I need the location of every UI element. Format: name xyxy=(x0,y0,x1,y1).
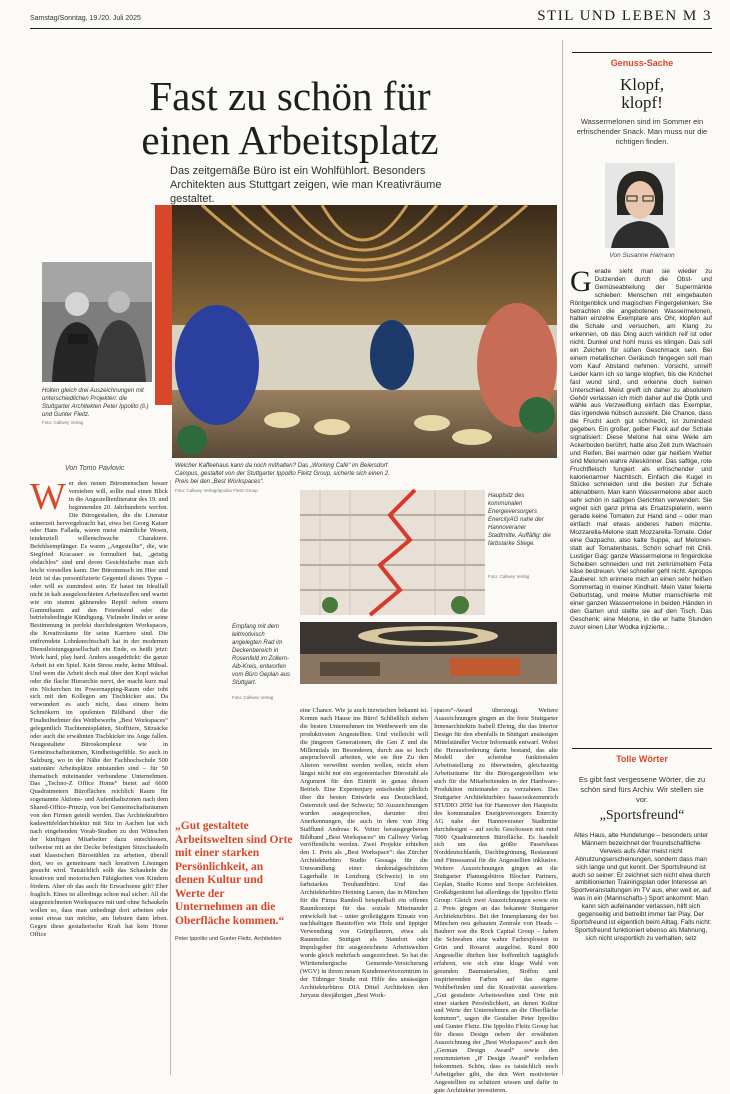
pull-quote-block xyxy=(175,820,293,943)
architects-portrait xyxy=(42,262,152,382)
author-photo xyxy=(605,163,675,248)
portrait-credit: Foto: Callwey Verlag xyxy=(42,420,84,425)
sidebar-body-text: erade sieht man sie wieder zu Dutzenden durch die Obst- und Gemüseabteilung der Supermärkte schieben: Menschen mit eingebauten Röntgenblick und magischen Fingergelenken. Sie betrachten die angebotenen Wassermelonen, halten einzelne Exemplare ans Ohr, klopfen auf die Schale und versuchen, am Klang zu erkennen, ob das Ding auch wirklich reif ist oder nicht. Dunkel und hohl muss es klingen. Das soll ein Zeichen für süßen Geschmack sein. Bei einem metallischen Geräusch hingegen soll man vom Kauf Abstand nehmen. Vorsicht, unreif! Leider kann ich so lange klopfen, bis die Knöchel fast wund sind, und erkenne doch keinen Unterschied. Meist greift ich daher zu absolutem Gehör verlassen ich mich daher auf die Optik und wähle aus Verzweiflung einfach das Exemplar, das irgendwie hübsch aussieht. Die Chance, dass die Frucht auch gut schmeckt, ist zumindest gegeben. Ein großer, gelber Fleck auf der Schale signalisiert: Diese Melone hat eine Weile am Ackerboden berührt, hatte also Zeit zum Wachsen und Reifen. Bei warmen oder gar heißem Wetter sind Melonen wahre Alleskönner. Das saftige, rote Fruchtfleisch fungiert als erfrischender und kalorienarmer Nachtisch. Einfach die Kugel in Stücke schneiden und die besten zur Schale abknabbern. Man kann Wassermelone aber auch sehr schön in salzigen Gerichten verwenden. Sie eignet sich ganz prima als Ersatzspielerin, wenn gerade keine Tomaten zur Hand sind – oder man einfach mal etwas anderes haben möchte. Mozzarella-Melone statt Mozzarella-Tomate. Oder eine Gazpacho, also kalte Suppe, auf Melonen- statt auf Tomatenbasis. Schön scharf mit Chili. Lustiger Gag: ganze Wassermelone in fingerdicke Scheiben schneiden und mit zerkrümeltem Feta käse bestreuen. Viel schneller geht nicht. Apropos Zauberei: Ich erinnere mich an einen sehr heißen Sommertag in meiner Kindheit. Mein Vater feierte Geburtstag, und meine Mutter manschierte mit einer ganzen Wassermelone in beiden Händen in den Garten und stellte sie auf den Tisch. Das Geschenk: eine Melone, in die er hatte Stunden zuvor einen Liter Wodka injizierte... xyxy=(570,268,712,631)
geplan-lobby-photo xyxy=(300,622,557,684)
sidebar-divider xyxy=(562,40,563,1075)
sidebar-body xyxy=(570,265,712,740)
lobby-credit: Foto: Callwey Verlag xyxy=(232,695,274,700)
tolle-body: Altes Haus, alte Hundelunge – besonders unter Männern bezeichnet der freundschaftliche Verweis aufs Alter meist nicht Abnutzungserscheinungen, sondern dass man sich lange und gut kennt. Der Sportsfreund ist auch so seiner: Er zeichnet sich nicht etwa durch ambitionierten Trainingsplan oder Interesse an Sportveranstaltungen im TV aus, eher weit er, auf was in ein (Mannschafts-) Sport ankommt: Man kann sich aufeinander verlassen, hilft sich gegenseitig und betreibt immer fair Play. Der Sportsfreund ist eigentlich beim Alltag. Falls nicht: Sportsfreund funktioniert ebenso als Mahnung, sich nicht unsportlich zu verhalten, setz xyxy=(570,832,712,942)
sidebar-dropcap: G xyxy=(570,265,592,298)
issue-date: Samstag/Sonntag, 19./20. Juli 2025 xyxy=(30,15,141,22)
lobby-caption: Empfang mit dem leitmotivisch angelegten Rad im Deckenbereich in Rosenfeld im Zollern-Alb-Kreis, entworfen vom Büro Geplan aus Stuttgart. xyxy=(232,624,291,686)
main-photo-credit: Foto: Callwey Verlag/Ippolito Fleitz Group xyxy=(175,488,258,493)
pull-quote-author: Peter Ippolito und Gunter Fleitz, Architekten xyxy=(175,936,282,942)
pull-quote: „Gut gestaltete Arbeitswelten sind Orte mit einer starken Persönlichkeit, an denen Kultur und Werte der Unternehmen an die Oberfläche kommen.“ xyxy=(175,820,293,927)
sidebar-author: Von Susanne Hamann xyxy=(609,252,675,259)
headline-line-1: Fast zu schön für xyxy=(149,73,431,119)
main-photo-caption: Welcher Kaffeehaus kann da noch mithalten? Das „Working Café“ im Beiersdorf Campus, gestaltet von der Stuttgarter Ippolito Fleitz Group, sicherte sich einen 2. Preis bei den „Best Workspaces“. xyxy=(175,463,390,485)
enercity-atrium-photo xyxy=(300,490,485,615)
column-divider xyxy=(170,480,171,1075)
header-rule xyxy=(30,28,712,29)
sidebar-title-line-2: klopf! xyxy=(621,93,663,112)
sidebar-title xyxy=(570,76,714,112)
article-subtitle: Das zeitgemäße Büro ist ein Wohlfühlort. Besonders Architekten aus Stuttgart zeigen, wie man Kreativräume gestaltet. xyxy=(170,165,442,205)
atrium-credit: Foto: Callwey Verlag xyxy=(488,574,530,579)
tolle-word: „Sportsfreund“ xyxy=(599,808,685,823)
column-1-text: er den neuen Büromenschen besser verstehen will, sollte mal einen Blick in die Angestelltenliteratur des 19. und beginnenden 20. Jahrhunderts werfen. Die Bürogestalten, die die Literatur seinerzeit hervorgebracht hat, etwa bei Georg Kaiser oder Hans Fallada, waren meist männliche Wesen, tendenziell willenschwache Charaktere. Befehlsempfänger. Es waren „Angestellte“, die, wie Siegfried Kracauer es formuliert hat, „geistig obdachlos“ sind und deren Gesichtsfarbe man sich leicht vorstellen kann. Der Büromensch im Hier und Jetzt ist das personifizierte Gegenteil dieses Typus – oder will es zumindest sein. Er haust im Idealfall nicht in kalt ausgeleuchteten Arbeitszellen und wartet wie ein stumm gähnendes Reptil neben einem Gummibaum auf den Feierabend oder die betriebsbedingte Kündigung. Vielmehr findet er seine Bestimmung in perfekt durchdesignten Workspaces, die Kreativräume für seine Karriere sind. Die entfremdete Lohnknechtschaft hat in der modernen Dienstleistungsgesellschaft ein Ende, es heißt jetzt: Work hard, play hard. Anders ausgedrückt: die ganze Arbeit ist ein Spiel. Kein Stress mehr, keine Mühsal. Und wem die Arbeit doch mal über den Kopf wächst oder die flache Hierarchie nervt, der macht kurz mal ein Nickerchen im Powernapping-Raum oder tobt sich mit den Kollegen am Tischkicker aus. Da verwundert es auch nicht, dass einem beim Schmökern im opulenten Bildband über die Finalteilnehmer des Wettbewerbs „Best Workspaces“ gelegentlich Tischtennisplatten, Stofftiere, Sitzsäcke oder auch die erwähnten Tischkicker ins Auge fallen. Neugestaltete Büroskomplexe wie in Gemeinschaftsräumen, Kindheitsgefühle. So auch in Salzburg, wo in der Nähe der Fachhochschule 500 stationäre Arbeitsplätze entstanden sind – für 50 thematisch miteinander verbundene Unternehmen. Das „Techno-Z Office Home“ bietet auf 6600 Quadratmetern Büroflächen reichlich Raum für sogenannte Aktions- und Aufenthaltszonen nach dem Shared-Office-Prinzip, von bei Gemeinschaftsräumen von den Firmen geteilt werden. Das Architekturbüro kadawittfeldarchitektur mit Sitz in Aachen hat sich nach eingehenden Vorab-Studien zu den Wünschen der künftigen Mitarbeiter dazu entschlossen, teilweise mit an der Decke befestigten Sitzschaukeln statt klassischen Bürostühlen zu arbeiten, überall dort, wo es gemeinsam nach kreativen Lösungen gesucht wird. Tatsächlich sollt das Schaukeln die kreativen und motorischen Fähigkeiten von Kindern fördern. Aber ob das auch für Erwachsene gilt? Eher fraglich. Eines ist allerdings schon mal sicher: All die ausgezeichneten Workspaces mit und ohne Schaukeln wollen so, dass man unbedingt dort arbeiten oder sonst etwas tun möchte, am liebsten dann leben. Gegen diese gestalterische Kraft hat kein Home Office xyxy=(30,480,168,938)
headline-line-2: einen Arbeitsplatz xyxy=(141,117,439,163)
column-3-text: spaces“-Award überzeugt. Weitere Auszeichnungen gingen an die freie Stuttgarter Innenarchitektin Isabell Ehring, die das Interior Design für den ebenfalls in Stuttgart ansässigen Mittelständler Vector Informatik entwarf. Wobei die Herausforderung darin bestand, das alte Modell der scheinbar funktionalen Arbeitsstellung zu überwinden, gleichzeitig Arbeitsräume für die Bürogangestellten wie auch für die Mitarbeitenden in der Hardware-Produktion miteinander zu verzahnen. Das Stuttgarter Architekturbüro haascookzemmrich STUDIO 2050 hat für Hannover den Hauptsitz des kommunalen Energieversorgers Enercity AG nahe der Hannoveraner Stadtmitte durchdesignt – auf sechs Geschossen mit rund 7000 Quadratmetern Bürofläche. Es handelt sich um das größte Passivhaus Norddeutschlands, Dachbegrünung, Restaurant und Fitnessareal für die Angestellten inklusive. Weitere Auszeichnungen gingen an die Stuttgarter Planungsbüros Blocher Partners, Geplan, Studio Komo und Scope Architekten. Großabgeräumt hat allerdings die Ippolito Fleitz Group: Gleich zwei Auszeichnungen sowie ein 2. Preis gingen an das bekannte Stuttgarter Architekturbüro. Bei der Innenplanung der bei München neu gebauten Zentrale von Heads – Bauherr war die Rock Capital Group – haben die Schwaben eine wahre Farbexplosion in Grün und Rosarot ausgelöst. Rund 800 Angestellte dürften hier hoffentlich tagtäglich erfahren, wie sich eine kluge Wahl von gesunden Baumaterialien, Stoffen und inspirierenden Farben auf das eigene Wohlbefinden und die Kreativität auswirken. „Gut gestaltete Arbeitswelten sind Orte mit einer starken Persönlichkeit, an denen Kultur und Werte der Unternehmen an die Oberfläche kommen“, sagen die Gestalter Peter Ippolito und Gunter Fleitz. Die Ippolito Fleitz Group hat für dieses Design neben der erwähnten Auszeichnung der „Best Workspaces“ auch den „German Design Award“ sowie den renommierten „iF Design Award“ verliehen bekommen. Schön, dass es tatsächlich noch Arbeitgeber gibt, die den Wert motivierter Angestellten zu schätzen wissen und dafür in gute Architektur investieren. xyxy=(434,707,558,1094)
section-name: STIL UND LEBEN M 3 xyxy=(537,8,712,24)
article-column-1 xyxy=(30,476,168,1075)
article-byline: Von Tomo Pavlovic xyxy=(65,465,125,472)
sidebar-title-line-1: Klopf, xyxy=(620,75,664,94)
article-dropcap: W xyxy=(30,476,66,518)
portrait-caption: Holten gleich drei Auszeichnungen mit unterschiedlichen Projekten: die Stuttgarter Architekten Peter Ippolito (li.) und Gunter Fleitz. xyxy=(42,388,149,418)
article-column-3 xyxy=(434,707,558,1094)
article-headline xyxy=(120,74,460,162)
tolle-rule xyxy=(572,748,712,749)
sidebar-kicker: Genuss-Sache xyxy=(610,58,674,68)
tolle-subtitle: Es gibt fast vergessene Wörter, die zu schön sind fürs Archiv. Wir stellen sie vor. xyxy=(578,775,706,804)
column-2-text: eine Chance. Wie ja auch inzwischen bekannt ist. Komm nach Hause ins Büro! Schließlich stehen die besten Unternehmen im Wettbewerb um die produktivsten Angestellten. Und vielleicht will die jüngeren Generationen, die Gen Z und die Millennials im Besonderen, durch aus so hoch anspruchsvoll arbeiten, wie sie ihre Zu den Alteren verwöhnt werden wollen, reicht eben längst nicht nur ein ergonomischer Bürostuhl als Argument für den Eintritt in genau diesen Betrieb. Eine Expertenjury entscheidet jährlich über die besten Entwürfe aus Deutschland, Österreich und der Schweiz; 50 Auszeichnungen wurden ausgesprochen, darunter drei Anerkennungen, die auch in dem von Jörg Stafflund Andreas K. Vetter herausgegebenen Bildband „Best Workspaces“ im Callwey Verlag veröffentlicht werden. Zwei Projekte erhielten den 1. Preis als „Best Workspace“: das Zürcher Architekturbüro Studio Gessaga für die Umwandlung einer denkmalgeschützten Lagerhalle in Lenzburg (Schweiz) in ein farbstarkes Treuhandbüro. Und das Architekturbüro Henning Larsen, das in München für die Firma Ramboll beispielhaft ein offenes Raumkonzept für das soziale Miteinander entwickelt hat – unter großzügigem Einsatz von nachhaltigen Baustoffen wie Holz und üppiger Verwendung von Grünpflanzen, etwa als Raumteiler. Stuttgart als Standort oder Impulsgeber für ausgezeichnete Arbeitswelten wurde gleich mehrfach ausgezeichnet. So hat die Württembergische Gemeinde-Versicherung (WGV) in ihrem neuen Kundenservicezentrum in der Tübinger Straße mit Hilfe des ansässigen Architekturbüros DIA Dittel Architekten den Juryaus diesjährigen „Best Work- xyxy=(300,707,428,999)
sidebar-top-rule xyxy=(572,52,712,53)
sidebar-subtitle: Wassermelonen sind im Sommer ein erfrischender Snack. Man muss nur die richtigen finden. xyxy=(576,117,708,146)
working-cafe-photo xyxy=(172,205,557,458)
article-column-2 xyxy=(300,707,428,1075)
column-divider xyxy=(431,707,432,1075)
atrium-caption: Hauptsitz des kommunalen Energieversorgers EnercityAG nahe der Hannoveraner Stadtmitte. Auffällig: die farbstarke Stiege. xyxy=(488,493,551,547)
tolle-kicker: Tolle Wörter xyxy=(616,754,668,764)
accent-bar xyxy=(155,205,173,405)
